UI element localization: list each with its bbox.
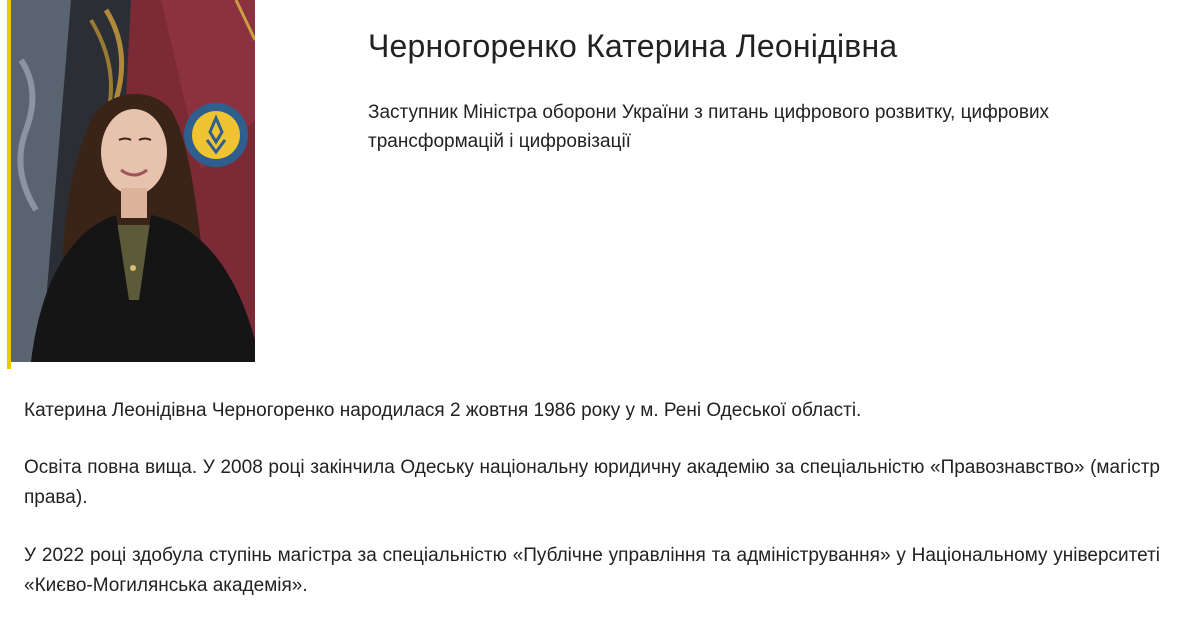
person-name: Черногоренко Катерина Леонідівна [368, 28, 898, 64]
bio-paragraph-education: Освіта повна вища. У 2008 році закінчила Одеську національну юридичну академію за спеціальністю «Правознавство» (магістр права). [24, 457, 1160, 508]
position-title [368, 98, 1200, 156]
portrait-photo [11, 0, 255, 362]
position-title-line: трансформацій і цифровізації [368, 131, 631, 152]
bio-paragraph-birth: Катерина Леонідівна Черногоренко народилася 2 жовтня 1986 року у м. Рені Одеської області. [24, 400, 862, 421]
position-title-line: Заступник Міністра оборони України з питань цифрового розвитку, цифрових [368, 102, 1050, 123]
bio-paragraph-masters: У 2022 році здобула ступінь магістра за спеціальністю «Публічне управління та адміністрування» у Національному університеті «Києво-Могилянська академія». [24, 545, 1160, 596]
